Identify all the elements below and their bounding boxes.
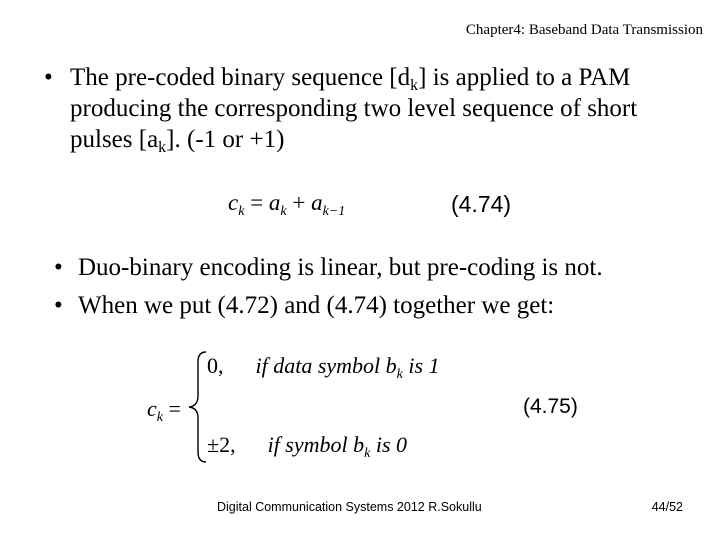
- equation-4-75-number: (4.75): [523, 395, 578, 418]
- equation-4-75-case-1: 0, if data symbol $b_k$ is 1: [207, 353, 440, 382]
- equation-4-75-lhs: $c_k$ =: [147, 396, 181, 425]
- equation-4-75-case-2: ±2, if symbol $b_k$ is 0: [207, 432, 408, 461]
- bullet-duobinary-linear: [54, 252, 694, 283]
- slide-header: Chapter4: Baseband Data Transmission: [465, 22, 703, 38]
- bullet-precoded-sequence: [44, 62, 684, 155]
- page-number: 44/52: [651, 500, 683, 514]
- equation-4-74-number: (4.74): [451, 191, 512, 217]
- left-brace-icon: [186, 350, 208, 464]
- bullet-text: Duo-binary encoding is linear, but pre-coding is not.: [78, 254, 603, 281]
- bullet-combine-equations: [54, 290, 694, 321]
- bullet-marker: •: [54, 254, 63, 281]
- bullet-marker: •: [54, 292, 63, 319]
- equation-4-74: $c_k = a_k + a_{k-1}$: [228, 190, 346, 219]
- bullet-text: The pre-coded binary sequence $[d_k]$ is applied to a PAM producing the corresponding two level sequence of short pulses $[a_k]$. (-1 or +1): [70, 64, 638, 156]
- bullet-text: When we put (4.72) and (4.74) together we get:: [78, 292, 555, 319]
- bullet-marker: •: [44, 64, 53, 91]
- slide-footer: Digital Communication Systems 2012 R.Sokullu: [217, 500, 482, 514]
